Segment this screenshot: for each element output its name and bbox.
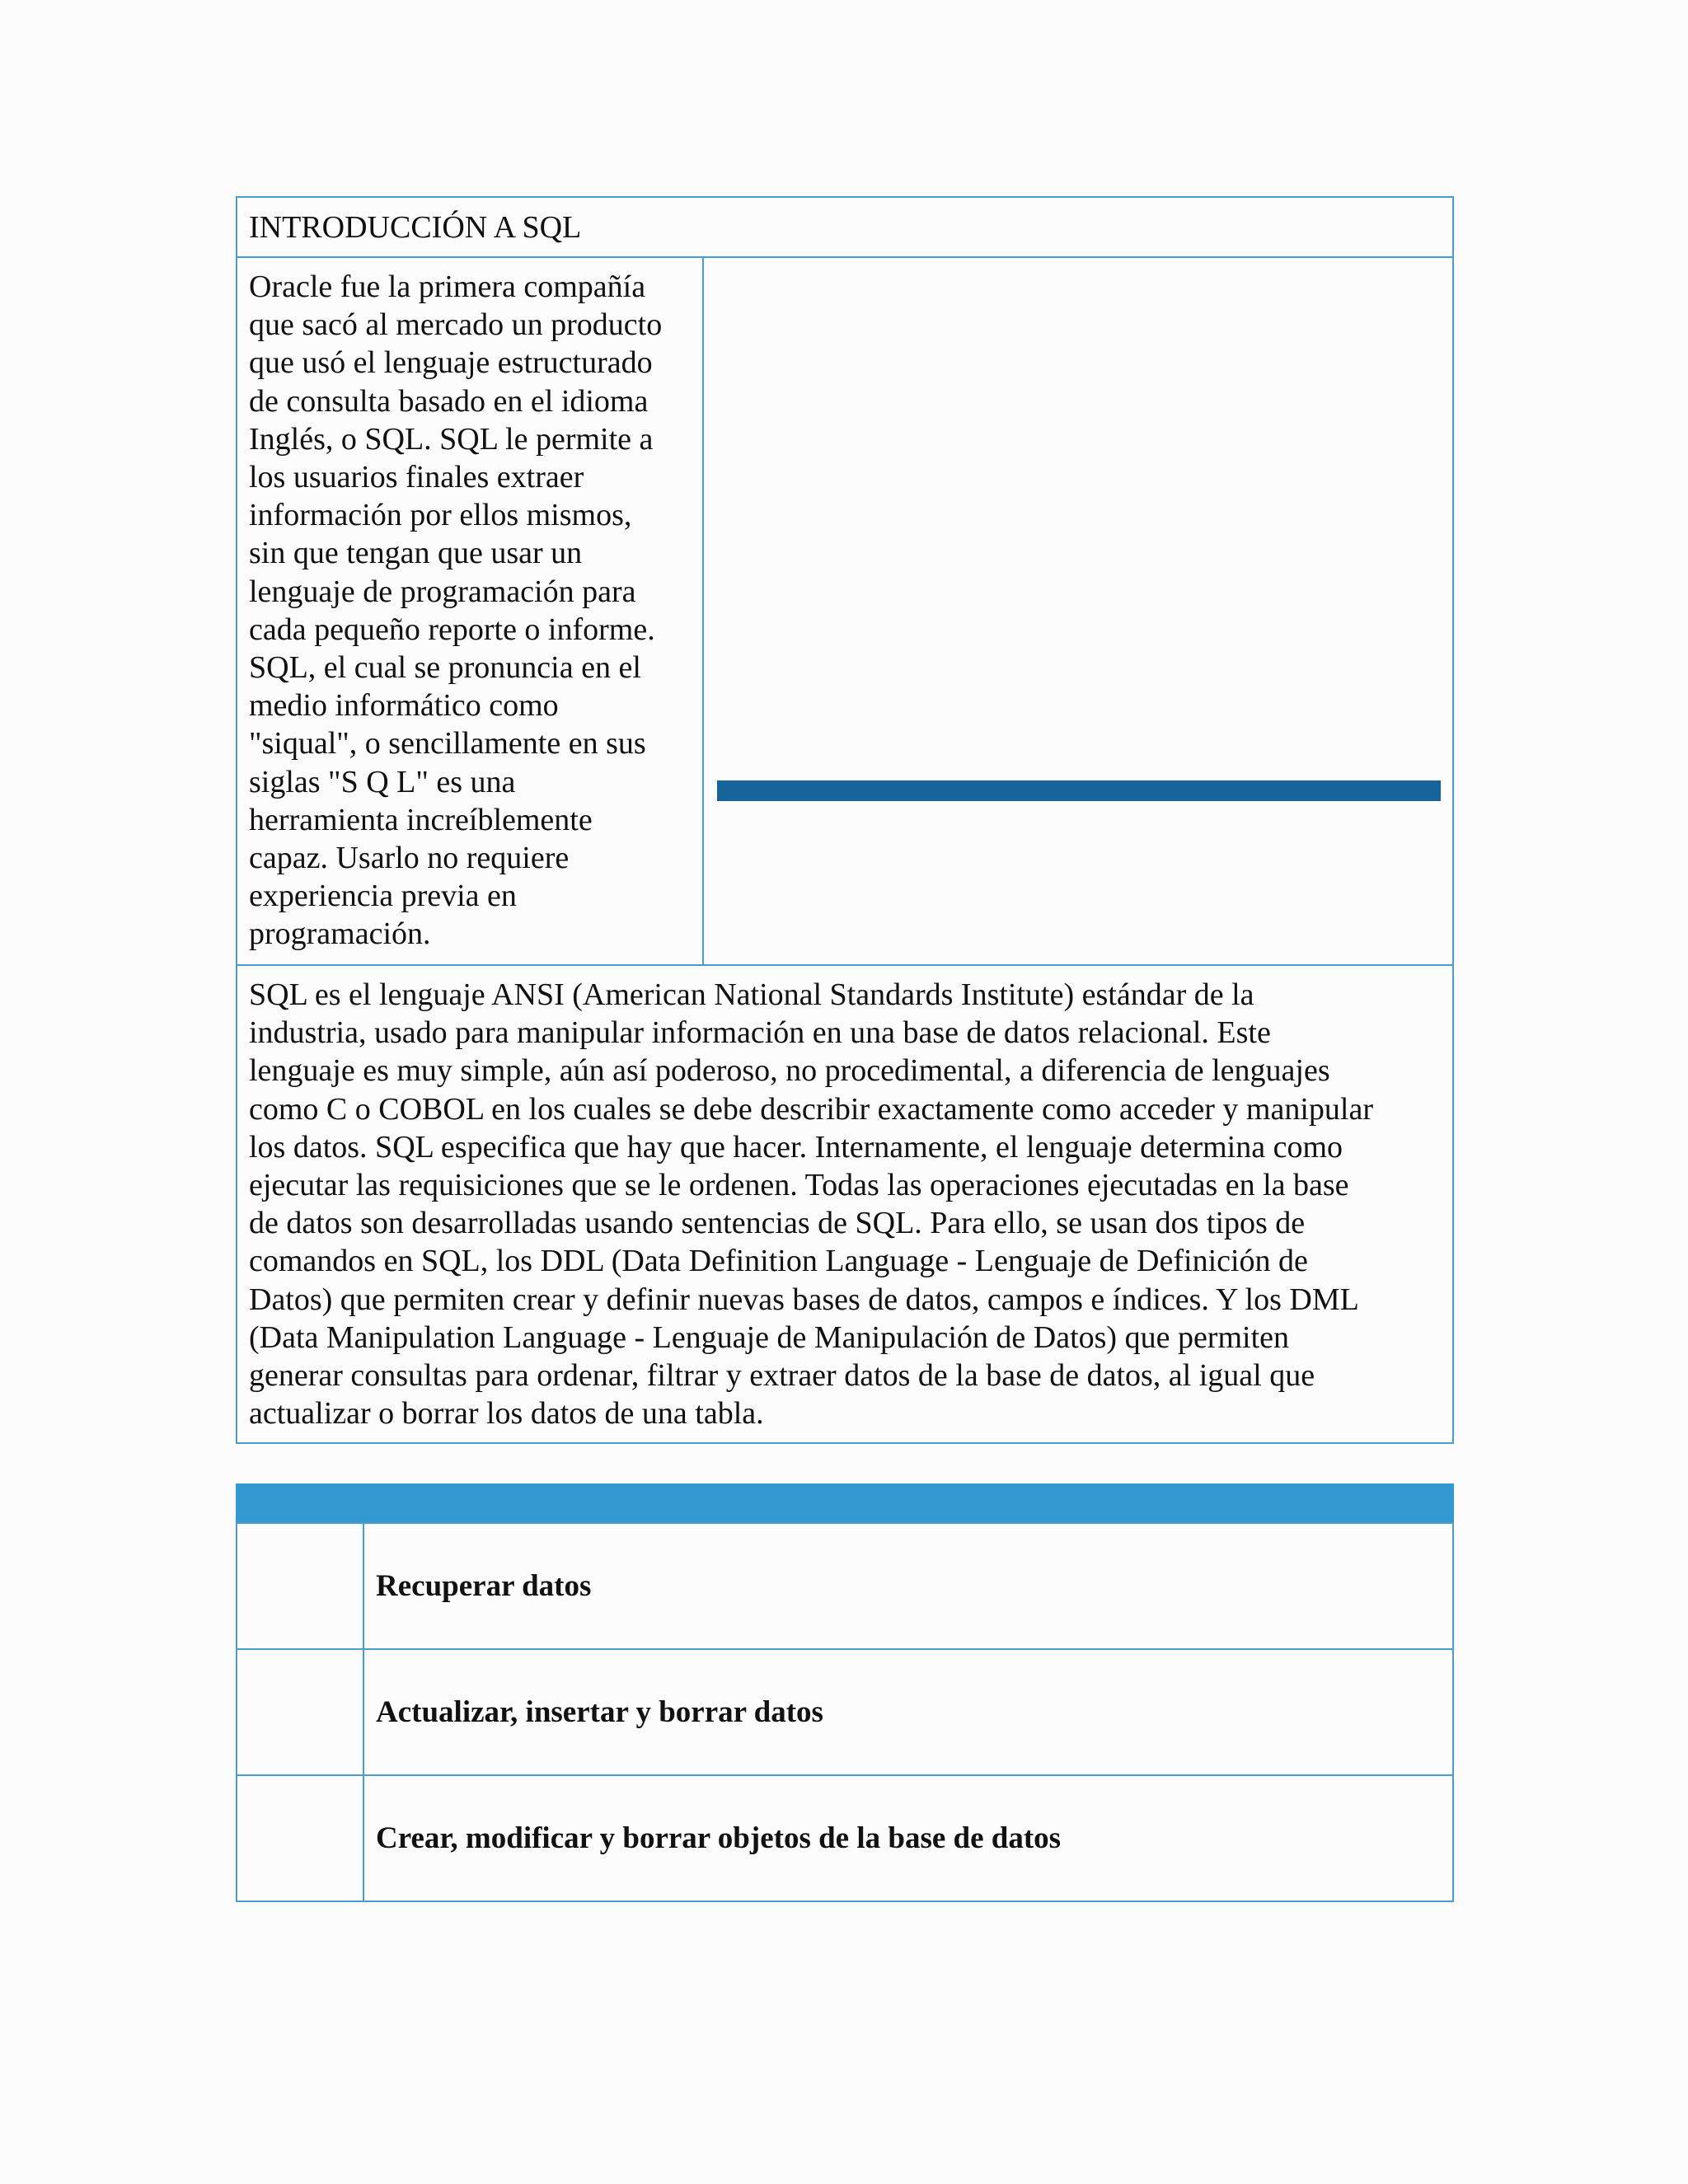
row-label: Crear, modificar y borrar objetos de la base de datos: [376, 1821, 1062, 1855]
text-line: los datos. SQL especifica que hay que hacer. Internamente, el lenguaje determina como: [249, 1129, 1343, 1165]
table-header: [236, 1483, 1454, 1522]
text-line: (Data Manipulation Language - Lenguaje de Manipulación de Datos) que permiten: [249, 1319, 1289, 1355]
intro-title: INTRODUCCIÓN A SQL: [237, 198, 1452, 258]
text-line: "siqual", o sencillamente en sus: [249, 726, 646, 762]
text-line: que sacó al mercado un producto: [249, 307, 663, 343]
text-line: cada pequeño reporte o informe.: [249, 612, 655, 647]
intro-left-cell: [237, 258, 704, 964]
row-label: Actualizar, insertar y borrar datos: [376, 1695, 823, 1729]
table-row: [237, 1648, 1452, 1774]
text-line: los usuarios finales extraer: [249, 460, 584, 495]
accent-bar: [717, 780, 1441, 801]
row-icon-cell: [237, 1776, 364, 1900]
text-line: SQL es el lenguaje ANSI (American National Standards Institute) estándar de la: [249, 977, 1254, 1012]
text-line: industria, usado para manipular información en una base de datos relacional. Este: [249, 1015, 1271, 1051]
text-line: capaz. Usarlo no requiere: [249, 841, 570, 876]
text-line: Datos) que permiten crear y definir nuevas bases de datos, campos e índices. Y los DML: [249, 1282, 1359, 1317]
table-row: [237, 1774, 1452, 1900]
row-icon-cell: [237, 1650, 364, 1774]
intro-table: [236, 196, 1454, 1444]
text-line: generar consultas para ordenar, filtrar y extraer datos de la base de datos, al igual que: [249, 1358, 1315, 1394]
text-line: sin que tengan que usar un: [249, 536, 583, 571]
text-line: herramienta increíblemente: [249, 802, 593, 837]
row-icon-cell: [237, 1524, 364, 1648]
text-line: ejecutar las requisiciones que se le ordenen. Todas las operaciones ejecutadas en la base: [249, 1168, 1349, 1203]
text-line: SQL, el cual se pronuncia en el: [249, 650, 641, 686]
intro-image-cell: [704, 258, 1454, 964]
text-line: programación.: [249, 916, 431, 952]
intro-bottom-cell: [237, 966, 1452, 1432]
text-line: comandos en SQL, los DDL (Data Definition Language - Lenguaje de Definición de: [249, 1244, 1308, 1279]
text-line: siglas "S Q L" es una: [249, 764, 516, 799]
text-line: medio informático como: [249, 688, 559, 724]
text-line: experiencia previa en: [249, 879, 517, 914]
text-line: actualizar o borrar los datos de una tabla.: [249, 1396, 764, 1432]
text-line: Oracle fue la primera compañía: [249, 269, 646, 304]
text-line: información por ellos mismos,: [249, 498, 632, 533]
text-line: lenguaje es muy simple, aún así poderoso, no procedimental, a diferencia de lenguajes: [249, 1053, 1330, 1089]
text-line: como C o COBOL en los cuales se debe describir exactamente como acceder y manipular: [249, 1091, 1373, 1127]
text-line: lenguaje de programación para: [249, 574, 636, 609]
text-line: de consulta basado en el idioma: [249, 383, 649, 419]
text-line: de datos son desarrolladas usando sentencias de SQL. Para ello, se usan dos tipos de: [249, 1206, 1306, 1241]
row-label: Recuperar datos: [376, 1569, 592, 1603]
text-line: Inglés, o SQL. SQL le permite a: [249, 421, 654, 457]
text-line: que usó el lenguaje estructurado: [249, 345, 653, 381]
commands-table: [236, 1483, 1454, 1902]
table-row: [237, 1522, 1452, 1648]
